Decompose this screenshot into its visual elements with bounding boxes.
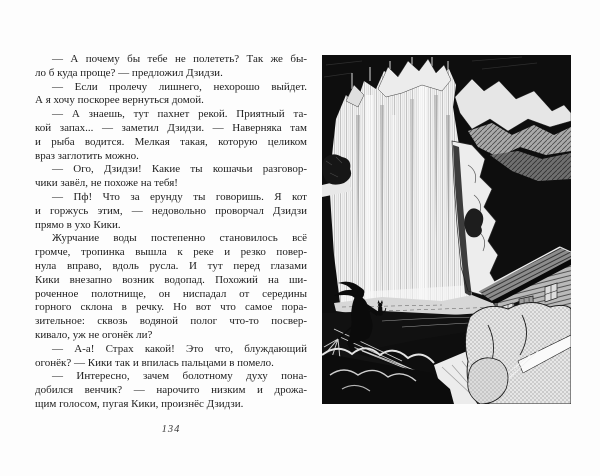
text-line: прямо в ухо Кики. (35, 218, 121, 231)
illustration-canvas (322, 55, 571, 404)
waterfall-illustration (322, 55, 571, 404)
text-line: — А почему бы тебе не полететь? Так же бы- (52, 53, 307, 65)
text-line: громче, тропинка вышла к реке и резко повер- (35, 246, 307, 259)
text-line: роченное полотнище, он ниспадал от середины (35, 287, 307, 300)
page-number: 134 (161, 424, 181, 435)
text-line: и горжусь этим, — недовольно проворчал Дзидзи (35, 204, 307, 217)
text-line: — Интересно, зачем болотному духу пона- (52, 370, 307, 383)
text-line: и рыба водится. Мелкая такая, которую целиком (35, 135, 307, 148)
text-line: зительное: сквозь водяной полог что-то посвер- (35, 315, 307, 328)
text-line: — А знаешь, тут пахнет рекой. Приятный та- (52, 108, 307, 121)
text-line: нула вправо, вдоль русла. И тут перед глазами (35, 259, 307, 272)
text-line: чики завёл, не похоже на тебя! (35, 177, 178, 190)
text-line: горного склона в речку. Но вот что самое пора- (35, 301, 307, 314)
text-line: ло б куда проще? — предложил Дзидзи. (35, 66, 223, 79)
text-line: — Если пролечу лишнего, нехорошо выйдет. (52, 80, 307, 93)
text-line: добился венчик? — нарочито низким и дрожа- (35, 384, 307, 397)
ledge-foliage (322, 154, 351, 184)
text-line: враз заглотить можно. (35, 149, 139, 162)
text-line: — Ого, Дзидзи! Какие ты кошачьи разговор- (52, 163, 307, 176)
waterfall (330, 57, 472, 313)
text-line: Журчание воды постепенно становилось всё (52, 232, 307, 245)
text-line: огонёк? — Кики так и впилась пальцами в помело. (35, 356, 274, 369)
text-column (35, 53, 307, 412)
text-line: Кики внезапно возник водопад. Похожий на ши- (35, 273, 307, 286)
text-line: кой запах... — заметил Дзидзи. — Наверняка там (35, 121, 307, 134)
text-line: кивало, уж не огонёк ли? (35, 328, 153, 341)
text-line: щим голосом, пугая Кики, произнёс Дзидзи. (35, 397, 244, 410)
text-line: А я хочу поскорее вернуться домой. (35, 94, 204, 107)
text-line: — Пф! Что за ерунду ты говоришь. Я кот (52, 190, 307, 203)
text-line: — А-а! Страх какой! Это что, блуждающий (52, 342, 307, 355)
